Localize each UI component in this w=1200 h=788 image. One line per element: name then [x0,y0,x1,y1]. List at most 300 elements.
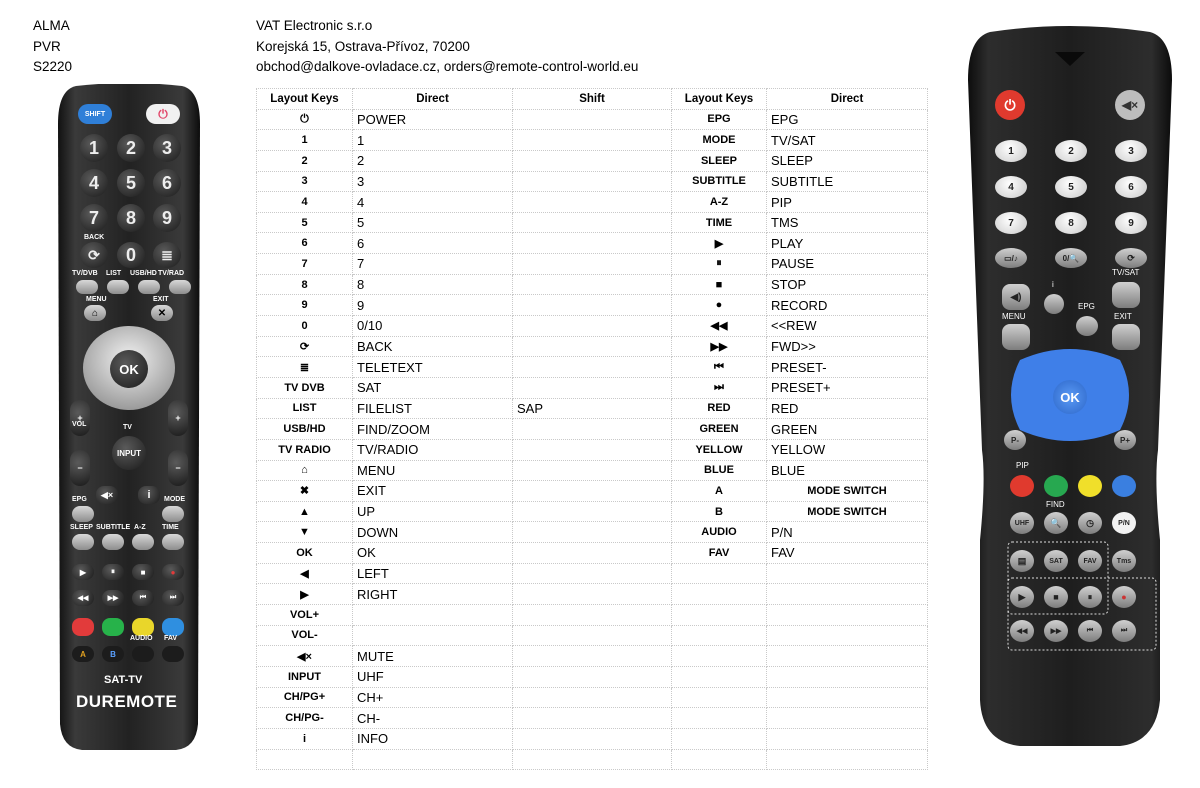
direct-cell-2 [767,605,928,626]
layout-key-cell: 3 [257,171,353,192]
layout-key-cell: 7 [257,254,353,275]
digit-button-1[interactable]: 1 [80,134,108,162]
transport-button-3[interactable]: ● [1112,586,1136,608]
digit-button-6[interactable]: 6 [153,169,181,197]
table-row [257,316,928,337]
table-row [257,522,928,543]
direct-cell-2: SUBTITLE [767,171,928,192]
row4-button-0[interactable] [72,534,94,550]
layout-key-cell: 6 [257,233,353,254]
exit-button[interactable] [1112,324,1140,350]
input-button[interactable]: INPUT [112,436,146,470]
layout-key-cell-2: SLEEP [672,150,767,171]
layout-key-cell [257,749,353,770]
shift-cell [513,460,672,481]
red-button[interactable] [72,618,94,636]
shift-cell [513,109,672,130]
table-row [257,254,928,275]
menu-button[interactable]: ⌂ [84,305,106,321]
layout-key-cell: ≣ [257,357,353,378]
direct-cell: BACK [353,336,513,357]
table-row [257,501,928,522]
fav-label: FAV [164,635,178,642]
layout-key-cell: ▶ [257,584,353,605]
direct-cell-2: PRESET+ [767,377,928,398]
table-row [257,646,928,667]
layout-key-cell-2: ⏸ [672,254,767,275]
exit-label: EXIT [1114,312,1132,321]
digit-button-4[interactable]: 4 [995,176,1027,198]
direct-cell-2: TV/SAT [767,130,928,151]
digit-button-9[interactable]: 9 [1115,212,1147,234]
vol-up-button[interactable]: + [70,400,90,436]
layout-key-cell-2: SUBTITLE [672,171,767,192]
layout-key-cell-2: ⏮ [672,357,767,378]
layout-key-cell: 8 [257,274,353,295]
digit-button-2[interactable]: 2 [1055,140,1087,162]
digit-button-2[interactable]: 2 [117,134,145,162]
shift-cell [513,584,672,605]
table-row [257,419,928,440]
transport-button-0[interactable]: ▶ [72,564,94,580]
shift-cell [513,171,672,192]
find-button[interactable]: 🔍 [1044,512,1068,534]
zoom-button[interactable]: 0/🔍 [1055,248,1087,268]
direct-cell-2 [767,666,928,687]
transport2-button-3[interactable]: ⏭ [1112,620,1136,642]
shift-cell [513,439,672,460]
small-button-2[interactable] [138,280,160,294]
ok-button[interactable]: OK [1053,380,1087,414]
table-row [257,130,928,151]
layout-key-cell-2 [672,646,767,667]
power-button[interactable]: ⏻ [146,104,180,124]
digit-button-5[interactable]: 5 [1055,176,1087,198]
layout-key-cell: 4 [257,192,353,213]
direct-cell: OK [353,543,513,564]
shift-button[interactable]: SHIFT [78,104,112,124]
row4-label-1: SUBTITLE [96,524,131,531]
vol-label: VOL [72,421,87,428]
direct-cell-2 [767,687,928,708]
direct-cell: INFO [353,728,513,749]
table-row [257,192,928,213]
direct-cell: 8 [353,274,513,295]
audio-label: AUDIO [130,635,153,642]
header-left [33,16,72,78]
table-row [257,233,928,254]
sat-button[interactable]: SAT [1044,550,1068,572]
layout-key-cell: USB/HD [257,419,353,440]
shift-cell [513,150,672,171]
direct-cell-2: TMS [767,212,928,233]
exit-label: EXIT [153,296,169,303]
row4-label-0: SLEEP [70,524,93,531]
direct-cell-2: <<REW [767,316,928,337]
shift-cell [513,666,672,687]
menu-label: MENU [86,296,107,303]
layout-key-cell-2: YELLOW [672,439,767,460]
shift-cell [513,728,672,749]
shift-cell [513,708,672,729]
audio-button[interactable] [132,646,154,662]
blue-button[interactable] [162,618,184,636]
direct-cell-2: GREEN [767,419,928,440]
direct-cell-2 [767,728,928,749]
table-row [257,357,928,378]
direct-cell: UP [353,501,513,522]
direct-cell: 6 [353,233,513,254]
mode-label: MODE [164,496,185,503]
shift-cell [513,377,672,398]
shift-cell [513,481,672,502]
table-row [257,274,928,295]
layout-key-cell-2 [672,605,767,626]
direct-cell-2: RECORD [767,295,928,316]
digit-button-3[interactable]: 3 [153,134,181,162]
table-row [257,109,928,130]
info-button[interactable] [1044,294,1064,314]
layout-key-cell: TV RADIO [257,439,353,460]
info-button[interactable]: i [138,486,160,504]
col-layout-keys: Layout Keys [257,89,353,110]
layout-key-cell: INPUT [257,666,353,687]
shift-cell [513,192,672,213]
ch-up-button[interactable]: + [168,400,188,436]
transport2-button-0[interactable]: ◀◀ [1010,620,1034,642]
key-mapping-table [256,88,928,770]
layout-key-cell-2: EPG [672,109,767,130]
shift-cell [513,522,672,543]
direct-cell-2 [767,749,928,770]
direct-cell: 9 [353,295,513,316]
fav-button[interactable]: FAV [1078,550,1102,572]
epg-button[interactable] [72,506,94,522]
direct-cell: MENU [353,460,513,481]
row4-button-1[interactable] [102,534,124,550]
find-label: FIND [1046,500,1065,509]
layout-key-cell-2: ▶ [672,233,767,254]
epg-button[interactable] [1076,316,1098,336]
row4-button-2[interactable] [132,534,154,550]
shift-cell [513,254,672,275]
layout-key-cell: 5 [257,212,353,233]
table-row [257,398,928,419]
power-button[interactable]: ⏻ [995,90,1025,120]
fav-button[interactable] [162,646,184,662]
tvsat-button[interactable] [1112,282,1140,308]
shift-cell [513,605,672,626]
mode-button[interactable] [162,506,184,522]
layout-key-cell: 1 [257,130,353,151]
small-button-3[interactable] [169,280,191,294]
ch-down-button[interactable]: − [168,450,188,486]
epg-label: EPG [1078,302,1095,311]
table-row [257,728,928,749]
direct-cell: 1 [353,130,513,151]
layout-key-cell-2 [672,728,767,749]
brand-name: ALMA [33,18,70,33]
col-direct-2: Direct [767,89,928,110]
model-code: S2220 [33,59,73,74]
table-row [257,295,928,316]
direct-cell-2: FWD>> [767,336,928,357]
mute-button[interactable]: ◀× [96,486,118,504]
col-shift: Shift [513,89,672,110]
tvradio-button[interactable]: ▭/♪ [995,248,1027,268]
layout-key-cell: i [257,728,353,749]
direct-cell-2: EPG [767,109,928,130]
direct-cell: 3 [353,171,513,192]
back-label: BACK [84,234,105,241]
layout-key-cell-2 [672,625,767,646]
transport2-button-3[interactable]: ⏭ [162,590,184,606]
layout-key-cell: CH/PG+ [257,687,353,708]
direct-cell-2: YELLOW [767,439,928,460]
digit-button-4[interactable]: 4 [80,169,108,197]
exit-button[interactable]: ✕ [151,305,173,321]
digit-button-9[interactable]: 9 [153,204,181,232]
shift-cell [513,233,672,254]
company-name: VAT Electronic s.r.o [256,18,373,33]
transport-button-0[interactable]: ▶ [1010,586,1034,608]
shift-cell [513,130,672,151]
transport-button-2[interactable]: ■ [132,564,154,580]
shift-cell [513,274,672,295]
pn-button[interactable]: P/N [1112,512,1136,534]
red-pip-button[interactable] [1010,475,1034,497]
layout-key-cell: ▼ [257,522,353,543]
direct-cell-2: MODE SWITCH [767,501,928,522]
direct-cell [353,605,513,626]
shift-cell [513,749,672,770]
row4-button-3[interactable] [162,534,184,550]
left-remote-image [56,84,202,752]
col-layout-keys-2: Layout Keys [672,89,767,110]
direct-cell-2: RED [767,398,928,419]
transport2-button-2[interactable]: ⏮ [1078,620,1102,642]
layout-key-cell-2 [672,687,767,708]
shift-cell [513,419,672,440]
table-row [257,605,928,626]
row-label-0: TV/DVB [72,270,98,277]
table-row [257,687,928,708]
back-button[interactable]: ⟳ [80,242,108,268]
layout-key-cell-2: AUDIO [672,522,767,543]
transport-button-1[interactable]: ■ [1044,586,1068,608]
layout-key-cell-2: RED [672,398,767,419]
direct-cell-2: BLUE [767,460,928,481]
direct-cell-2 [767,625,928,646]
shift-cell [513,563,672,584]
layout-key-cell-2 [672,563,767,584]
direct-cell: SAT [353,377,513,398]
layout-key-cell: 2 [257,150,353,171]
direct-cell-2: P/N [767,522,928,543]
menu-label: MENU [1002,312,1026,321]
transport2-button-2[interactable]: ⏮ [132,590,154,606]
direct-cell: CH+ [353,687,513,708]
digit-button-8[interactable]: 8 [117,204,145,232]
teletext-button[interactable]: ≣ [153,242,181,268]
table-row [257,336,928,357]
direct-cell-2: MODE SWITCH [767,481,928,502]
layout-key-cell-2: B [672,501,767,522]
table-row [257,708,928,729]
small-button-1[interactable] [107,280,129,294]
table-row [257,481,928,502]
digit-button-5[interactable]: 5 [117,169,145,197]
row-label-1: LIST [106,270,122,277]
direct-cell: 5 [353,212,513,233]
row4-label-3: TIME [162,524,179,531]
layout-key-cell-2: ■ [672,274,767,295]
layout-key-cell: VOL+ [257,605,353,626]
layout-key-cell-2 [672,708,767,729]
green-button[interactable] [1044,475,1068,497]
direct-cell: 0/10 [353,316,513,337]
direct-cell-2: PLAY [767,233,928,254]
layout-key-cell-2: FAV [672,543,767,564]
transport2-button-1[interactable]: ▶▶ [102,590,124,606]
row-label-3: TV/RAD [158,270,185,277]
company-emails: obchod@dalkove-ovladace.cz, orders@remote-control-world.eu [256,59,639,74]
direct-cell [353,749,513,770]
digit-button-3[interactable]: 3 [1115,140,1147,162]
direct-cell-2: PRESET- [767,357,928,378]
shift-cell [513,501,672,522]
shift-cell [513,646,672,667]
b-button[interactable]: B [102,646,124,662]
table-row [257,666,928,687]
shift-cell [513,336,672,357]
table-header-row [257,89,928,110]
layout-key-cell: ✖ [257,481,353,502]
folder-button[interactable]: ▤ [1010,550,1034,572]
digit-button-8[interactable]: 8 [1055,212,1087,234]
yellow-button[interactable] [132,618,154,636]
pip-label: PIP [1016,461,1029,470]
direct-cell-2 [767,563,928,584]
digit-button-7[interactable]: 7 [80,204,108,232]
digit-button-6[interactable]: 6 [1115,176,1147,198]
ok-button[interactable]: OK [110,350,148,388]
tms-button[interactable]: Tms [1112,550,1136,572]
table-row [257,377,928,398]
transport2-button-0[interactable]: ◀◀ [72,590,94,606]
layout-key-cell: ◀ [257,563,353,584]
direct-cell: DOWN [353,522,513,543]
menu-button[interactable] [1002,324,1030,350]
layout-key-cell: ⏻ [257,109,353,130]
header-right [256,16,638,78]
shift-cell [513,687,672,708]
layout-key-cell-2 [672,666,767,687]
direct-cell-2 [767,646,928,667]
direct-cell: FILELIST [353,398,513,419]
shift-cell [513,212,672,233]
layout-key-cell-2: ⏭ [672,377,767,398]
uhf-button[interactable]: UHF [1010,512,1034,534]
a-button[interactable]: A [72,646,94,662]
direct-cell: EXIT [353,481,513,502]
pminus-button[interactable]: P- [1004,430,1026,450]
table-row [257,584,928,605]
shift-cell [513,357,672,378]
row-label-2: USB/HD [130,270,157,277]
vol-down-button[interactable]: − [70,450,90,486]
transport-button-2[interactable]: ⏸ [1078,586,1102,608]
digit-button-7[interactable]: 7 [995,212,1027,234]
back-button[interactable]: ⟳ [1115,248,1147,268]
right-remote-image [960,20,1180,750]
direct-cell: RIGHT [353,584,513,605]
layout-key-cell-2: MODE [672,130,767,151]
transport-button-3[interactable]: ● [162,564,184,580]
layout-key-cell-2: TIME [672,212,767,233]
tv-label: TV [123,424,132,431]
direct-cell-2 [767,584,928,605]
transport2-button-1[interactable]: ▶▶ [1044,620,1068,642]
direct-cell: FIND/ZOOM [353,419,513,440]
timer-button[interactable]: ◷ [1078,512,1102,534]
direct-cell-2: PAUSE [767,254,928,275]
shift-cell [513,543,672,564]
layout-key-cell-2: GREEN [672,419,767,440]
direct-cell [353,625,513,646]
layout-key-cell: CH/PG- [257,708,353,729]
row4-label-2: A-Z [134,524,146,531]
direct-cell: MUTE [353,646,513,667]
layout-key-cell-2: ● [672,295,767,316]
table-row [257,625,928,646]
shift-cell [513,295,672,316]
direct-cell-2: PIP [767,192,928,213]
direct-cell-2: FAV [767,543,928,564]
tvsat-label: TV/SAT [1112,268,1140,277]
direct-cell-2: SLEEP [767,150,928,171]
small-button-0[interactable] [76,280,98,294]
zero-button[interactable]: 0 [117,242,145,268]
model-label: SAT-TV [104,674,143,686]
table-row [257,439,928,460]
direct-cell: TELETEXT [353,357,513,378]
layout-key-cell: OK [257,543,353,564]
direct-cell: 2 [353,150,513,171]
audio-button[interactable]: ◀) [1002,284,1030,310]
shift-cell [513,316,672,337]
direct-cell-2: STOP [767,274,928,295]
blue-button[interactable] [1112,475,1136,497]
yellow-button[interactable] [1078,475,1102,497]
direct-cell: LEFT [353,563,513,584]
layout-key-cell-2: ▶▶ [672,336,767,357]
layout-key-cell: VOL- [257,625,353,646]
pplus-button[interactable]: P+ [1114,430,1136,450]
green-button[interactable] [102,618,124,636]
shift-cell [513,625,672,646]
shift-cell: SAP [513,398,672,419]
layout-key-cell: TV DVB [257,377,353,398]
layout-key-cell-2: A-Z [672,192,767,213]
mute-button[interactable]: ◀× [1115,90,1145,120]
direct-cell: POWER [353,109,513,130]
direct-cell: UHF [353,666,513,687]
col-direct: Direct [353,89,513,110]
digit-button-1[interactable]: 1 [995,140,1027,162]
direct-cell: CH- [353,708,513,729]
transport-button-1[interactable]: ⏸ [102,564,124,580]
